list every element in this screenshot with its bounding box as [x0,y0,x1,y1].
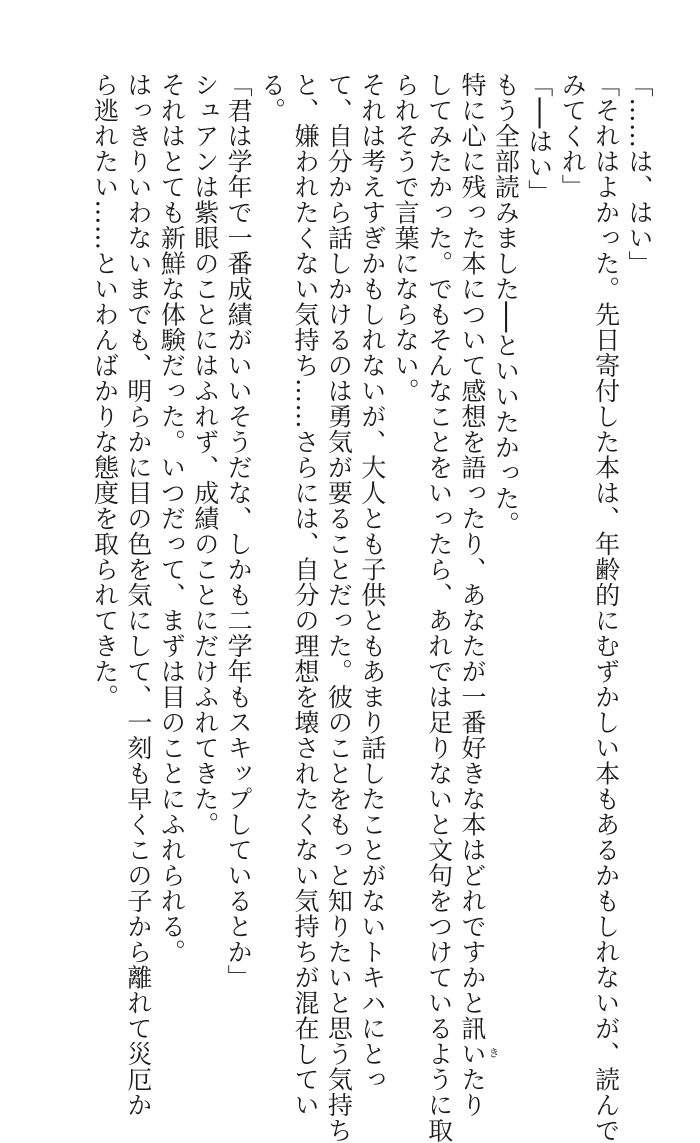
text-line: はっきりいわないまでも、明らかに目の色を気にして、一刻も早くこの子から離れて災厄か [123,72,153,1118]
text-line: それはとても新鮮な体験だった。いつだって、まずは目のことにふれられる。 [157,72,187,965]
text-line: て、自分から話しかけるのは勇気が要ることだった。彼のことをもっと知りたいと思う気持ち [324,72,354,1143]
text-line: られそうで言葉にならない。 [391,72,421,404]
text-line: それは考えすぎかもしれないが、大人とも子供ともあまり話したことがないトキハにとっ [357,72,387,1092]
text-line: ら逃れたい……といわんばかりな態度を取られてきた。 [90,72,120,710]
text-line: る。 [257,72,287,123]
text-segment: 特に心に残った本について感想を語ったり、あなたが一番好きな本はどれですかと訊 [457,72,487,1041]
text-line: 「それはよかった。先日寄付した本は、年齢的にむずかしい本もあるかもしれないが、読んで [591,72,621,1143]
text-line: みてくれ」 [558,72,588,200]
ruby-reading: き [486,1047,500,1058]
text-line: 「──はい」 [524,72,554,206]
text-line: と、嫌われたくない気持ち……さらには、自分の理想を壊されたくない気持ちが混在してい [290,72,320,1118]
vertical-text-body [88,72,656,1143]
text-line: してみたかった。でもそんなことをいったら、あれでは足りないと文句をつけているように取 [424,72,454,1143]
text-segment: いたり [457,1041,487,1118]
text-line: 「君は学年で一番成績がいいそうだな、しかも二学年もスキップしているとか」 [224,72,254,990]
text-line: もう全部読みました──といいたかった。 [491,72,521,537]
text-line: 「……は、はい」 [625,72,654,276]
text-line-with-ruby [456,72,500,1118]
text-line: シュアンは紫眼のことにはふれず、成績のことにだけふれてきた。 [190,72,220,837]
